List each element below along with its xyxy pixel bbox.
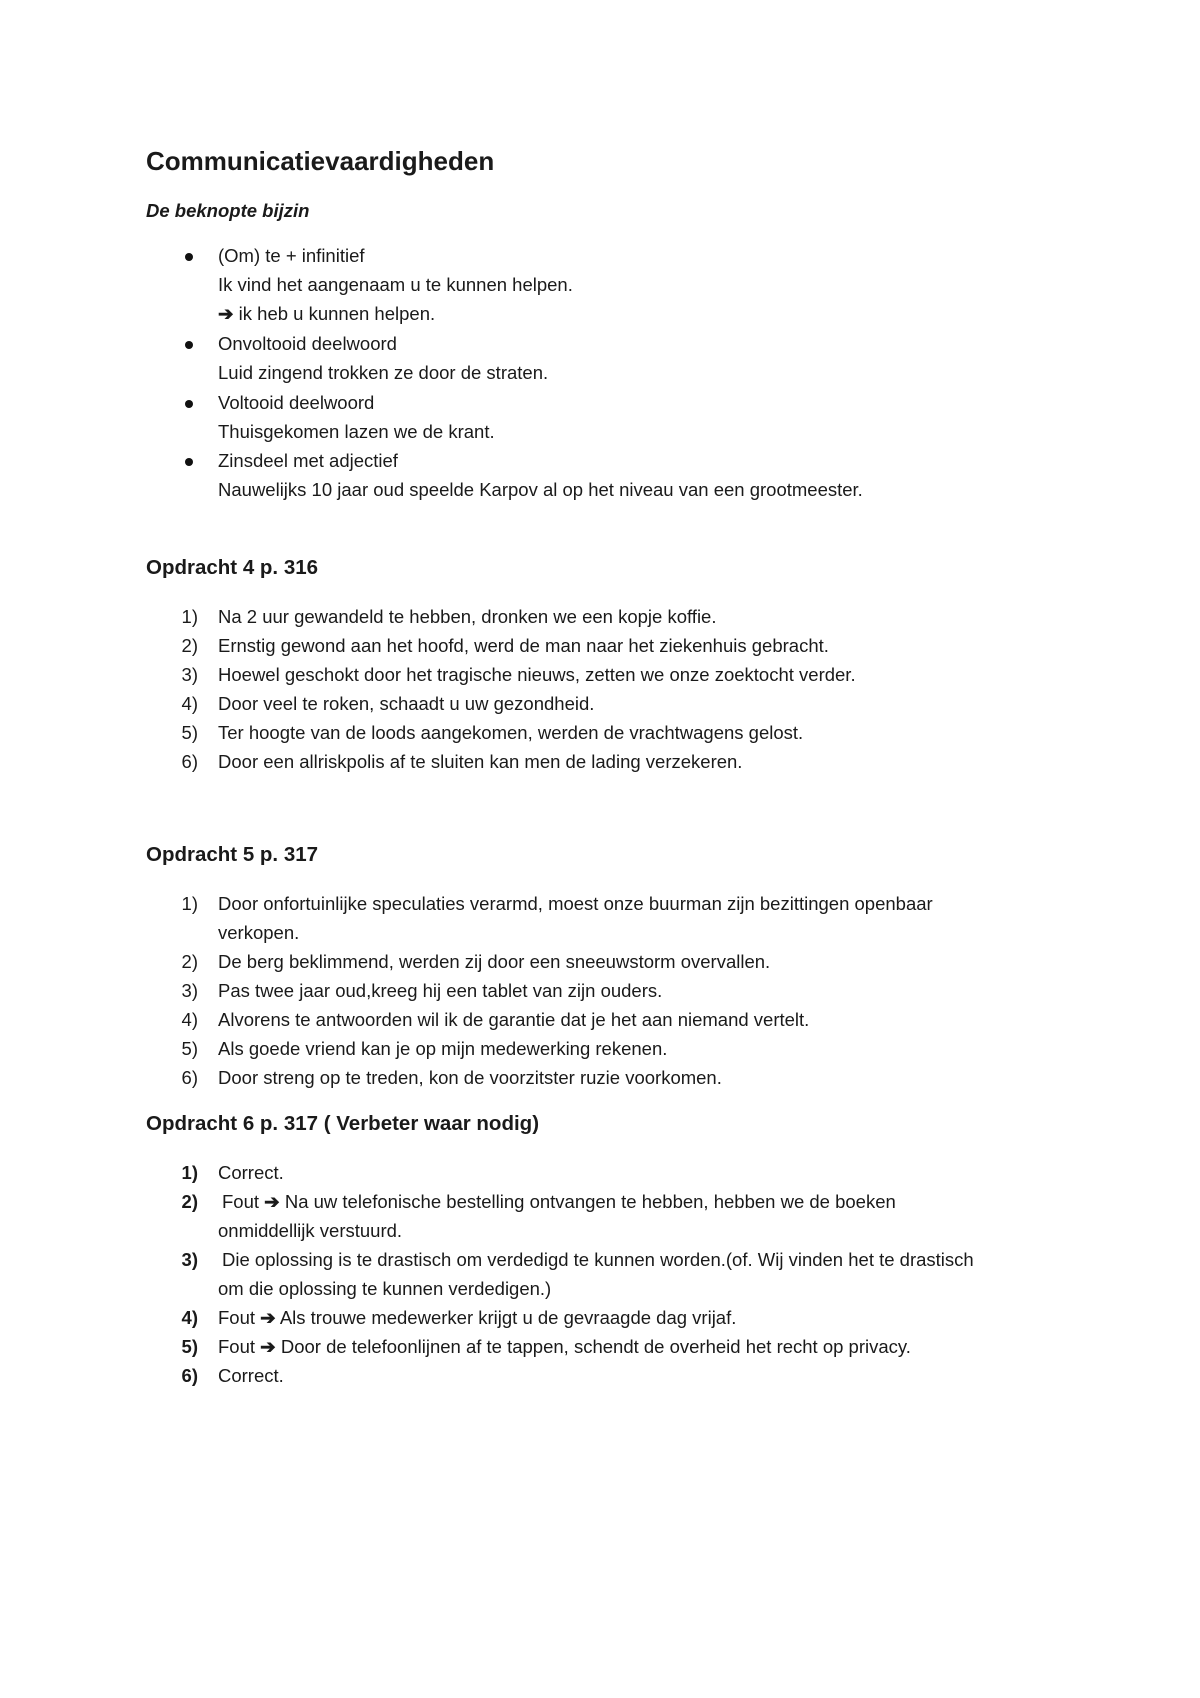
list-number: 4) <box>181 1009 198 1030</box>
list-item: Alvorens te antwoorden wil ik de garantie dat je het aan niemand vertelt. <box>218 1009 810 1030</box>
bullet-line: Luid zingend trokken ze door de straten. <box>218 362 549 383</box>
verdict-label: Fout <box>218 1336 256 1357</box>
list-number: 1) <box>181 893 198 914</box>
list-item: Correct. <box>218 1162 284 1183</box>
list-number: 6) <box>181 1365 198 1386</box>
list-item: Ernstig gewond aan het hoofd, werd de man naar het ziekenhuis gebracht. <box>218 635 829 656</box>
list-item: Hoewel geschokt door het tragische nieuws, zetten we onze zoektocht verder. <box>218 664 856 685</box>
list-item: Door onfortuinlijke speculaties verarmd, moest onze buurman zijn bezittingen openbaar <box>218 893 933 914</box>
list-item-continued: om die oplossing te kunnen verdedigen.) <box>218 1278 552 1299</box>
list-item-text: Als trouwe medewerker krijgt u de gevraagde dag vrijaf. <box>279 1307 737 1328</box>
arrow-right-icon: ➔ <box>264 1191 280 1212</box>
list-number: 6) <box>181 751 198 772</box>
list-item: Door veel te roken, schaadt u uw gezondheid. <box>218 693 595 714</box>
list-number: 3) <box>181 980 198 1001</box>
list-number: 1) <box>181 1162 198 1183</box>
bullet-head: Zinsdeel met adjectief <box>218 450 398 471</box>
arrow-right-icon: ➔ <box>260 1307 276 1328</box>
list-number: 2) <box>181 1191 198 1212</box>
list-number: 3) <box>181 664 198 685</box>
list-item: Als goede vriend kan je op mijn medewerking rekenen. <box>218 1038 668 1059</box>
list-item: Door streng op te treden, kon de voorzitster ruzie voorkomen. <box>218 1067 722 1088</box>
bullet-icon <box>185 341 193 349</box>
list-number: 5) <box>181 1336 198 1357</box>
list-item: Na 2 uur gewandeld te hebben, dronken we een kopje koffie. <box>218 606 717 627</box>
verdict-label: Fout <box>218 1307 256 1328</box>
list-item-continued: onmiddellijk verstuurd. <box>218 1220 403 1241</box>
bullet-line: Ik vind het aangenaam u te kunnen helpen. <box>218 274 573 295</box>
list-number: 2) <box>181 951 198 972</box>
list-item: Die oplossing is te drastisch om verdedigd te kunnen worden.(of. Wij vinden het te drastisch <box>222 1249 974 1270</box>
list-number: 2) <box>181 635 198 656</box>
list-item: Correct. <box>218 1365 284 1386</box>
list-item <box>218 1336 911 1358</box>
list-number: 4) <box>181 693 198 714</box>
list-number: 5) <box>181 722 198 743</box>
section-heading: Opdracht 5 p. 317 <box>146 843 319 866</box>
bullet-icon <box>185 400 193 408</box>
section-heading: Opdracht 6 p. 317 ( Verbeter waar nodig) <box>146 1112 540 1135</box>
arrow-right-icon: ➔ <box>218 303 234 324</box>
bullet-head: Onvoltooid deelwoord <box>218 333 397 354</box>
section-heading: Opdracht 4 p. 316 <box>146 556 319 579</box>
bullet-head: (Om) te + infinitief <box>218 245 365 266</box>
bullet-line: Nauwelijks 10 jaar oud speelde Karpov al op het niveau van een grootmeester. <box>218 479 863 500</box>
list-item-text: Door de telefoonlijnen af te tappen, schendt de overheid het recht op privacy. <box>280 1336 911 1357</box>
list-item-text: Na uw telefonische bestelling ontvangen te hebben, hebben we de boeken <box>284 1191 896 1212</box>
list-number: 3) <box>181 1249 198 1270</box>
list-item <box>222 1191 896 1213</box>
bullet-icon <box>185 458 193 466</box>
bullet-line: Thuisgekomen lazen we de krant. <box>218 421 495 442</box>
list-item: Ter hoogte van de loods aangekomen, werden de vrachtwagens gelost. <box>218 722 804 743</box>
bullet-line-text: ik heb u kunnen helpen. <box>238 303 436 324</box>
list-number: 5) <box>181 1038 198 1059</box>
bullet-icon <box>185 253 193 261</box>
bullet-line <box>218 303 435 325</box>
list-number: 1) <box>181 606 198 627</box>
bullet-head: Voltooid deelwoord <box>218 392 375 413</box>
list-item <box>218 1307 736 1329</box>
list-item: Door een allriskpolis af te sluiten kan men de lading verzekeren. <box>218 751 743 772</box>
arrow-right-icon: ➔ <box>260 1336 276 1357</box>
list-number: 6) <box>181 1067 198 1088</box>
page-title: Communicatievaardigheden <box>146 146 495 176</box>
verdict-label: Fout <box>222 1191 260 1212</box>
section-subtitle: De beknopte bijzin <box>146 200 310 221</box>
list-item: Pas twee jaar oud,kreeg hij een tablet van zijn ouders. <box>218 980 663 1001</box>
list-item: De berg beklimmend, werden zij door een sneeuwstorm overvallen. <box>218 951 771 972</box>
list-item-continued: verkopen. <box>218 922 300 943</box>
list-number: 4) <box>181 1307 198 1328</box>
